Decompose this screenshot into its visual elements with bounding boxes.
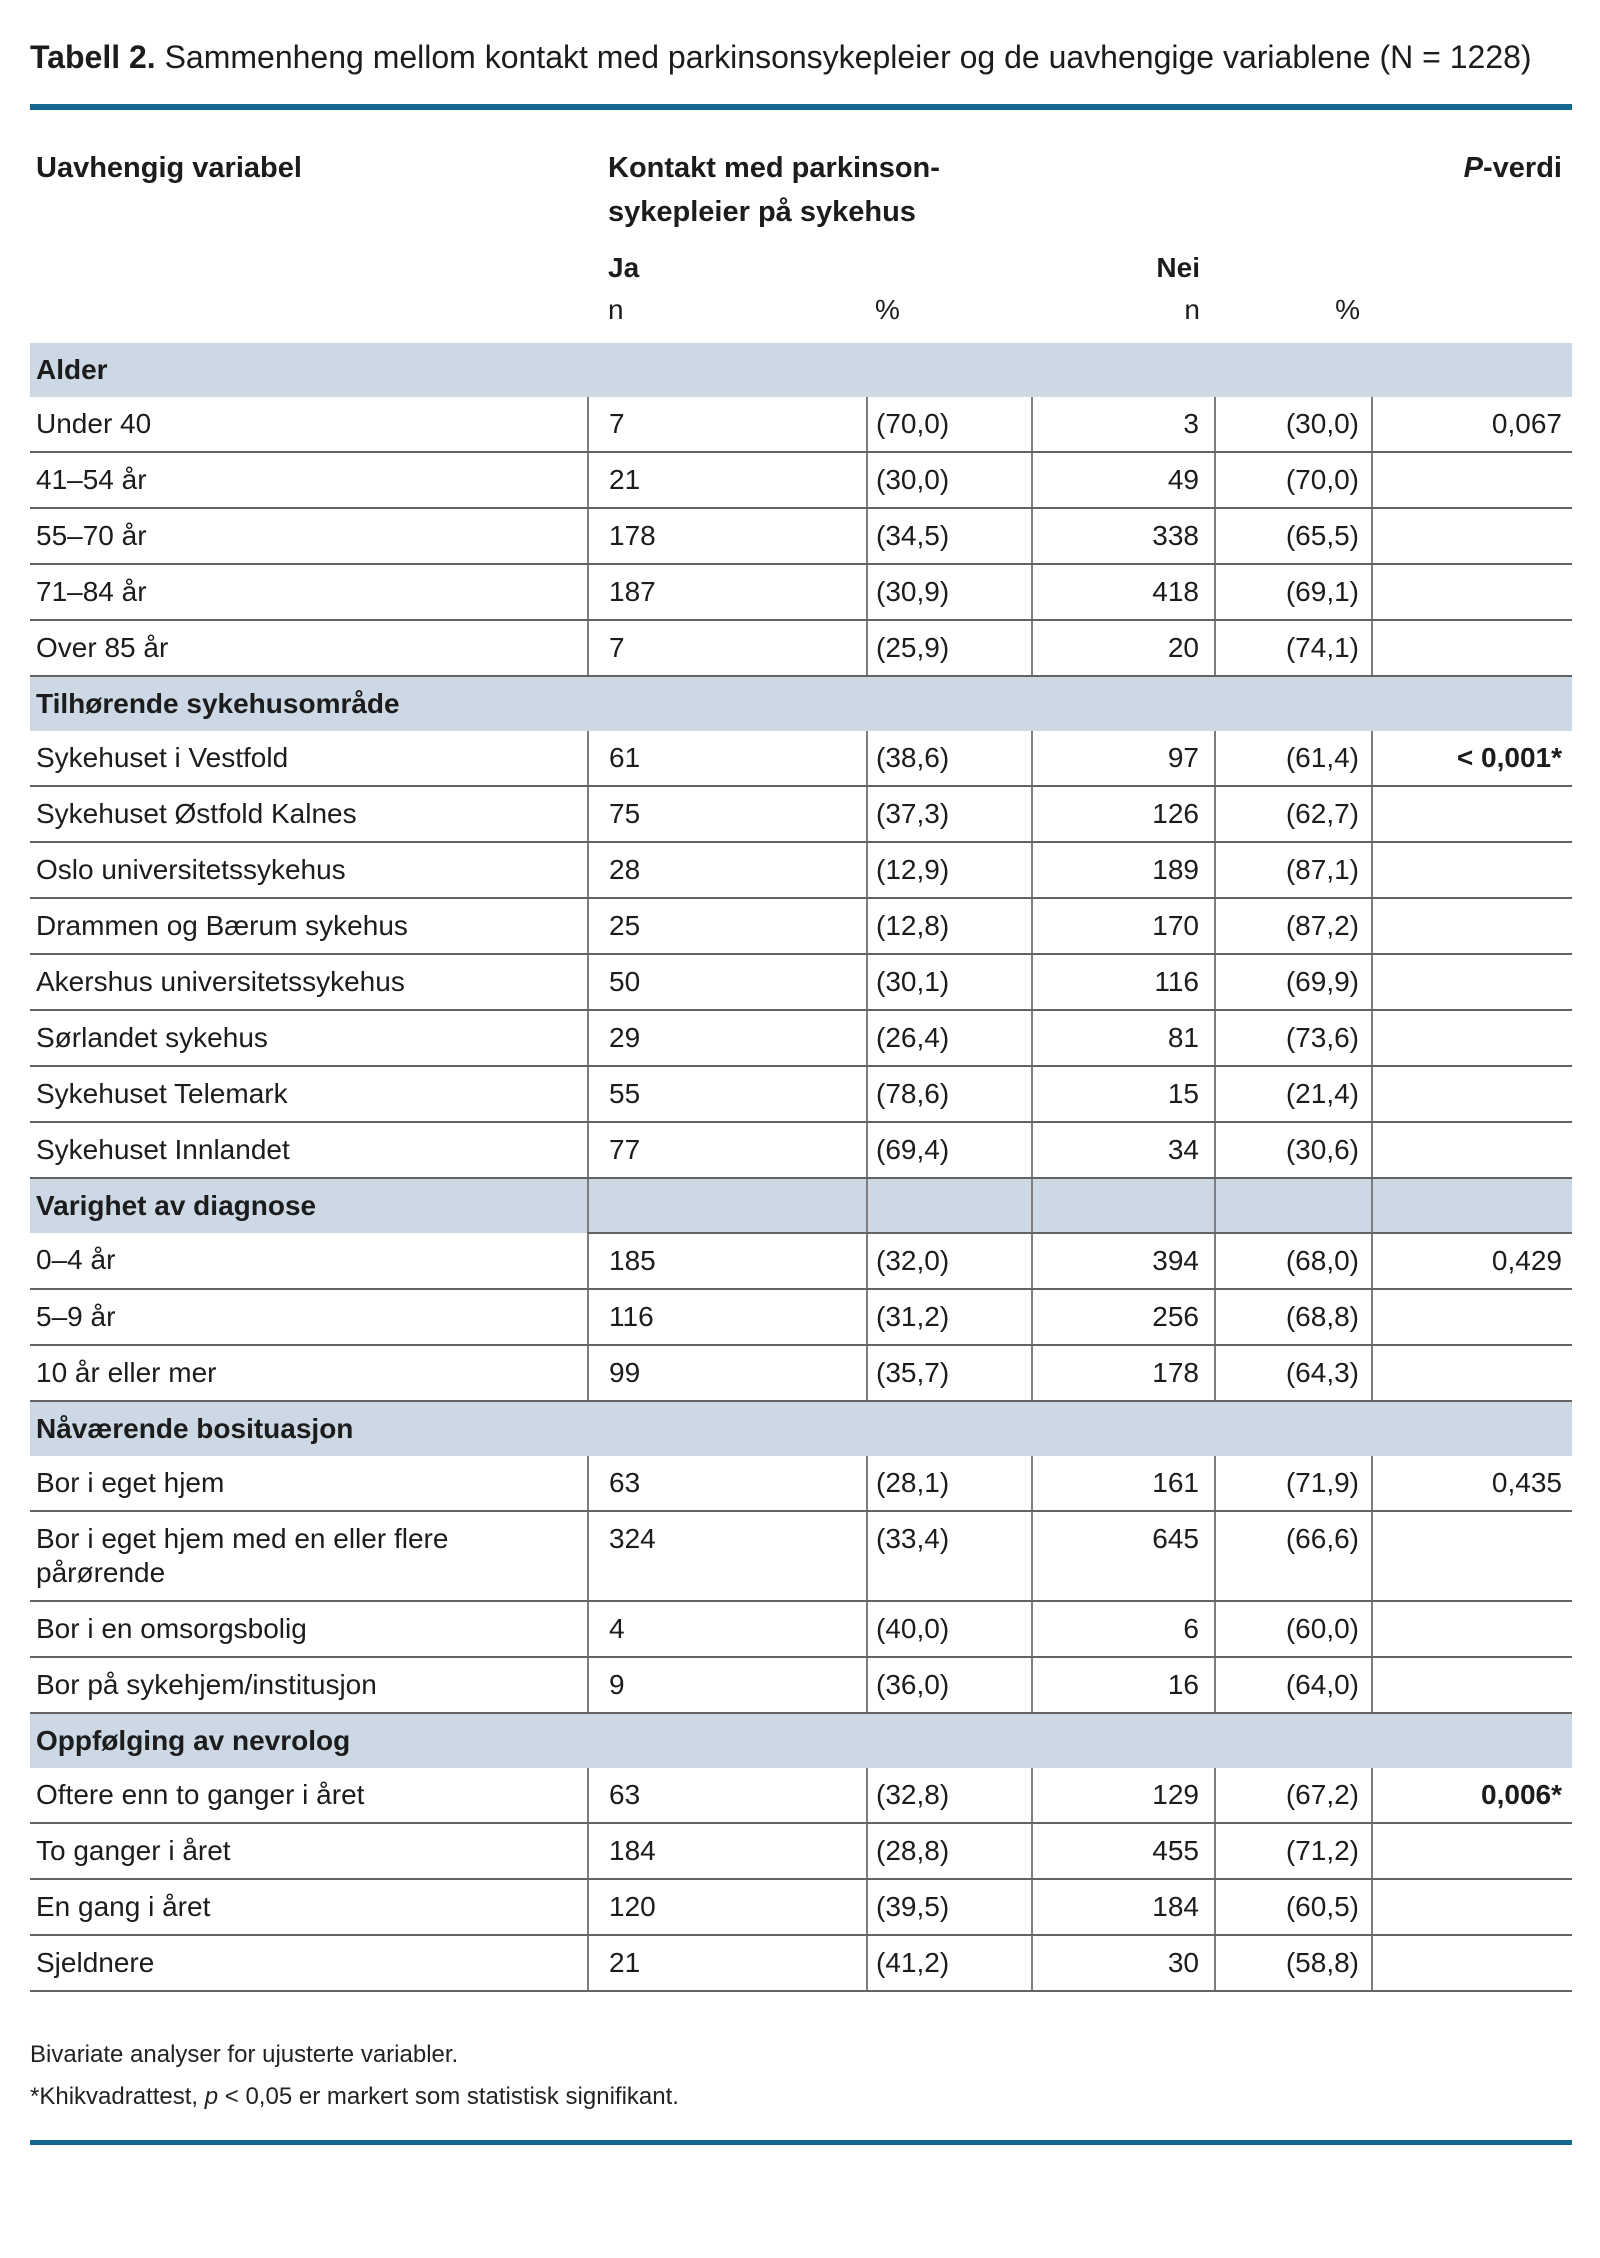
section-empty-cell xyxy=(1032,343,1215,397)
contact-group-line1: Kontakt med parkinson- xyxy=(608,152,940,184)
section-empty-cell xyxy=(1372,1178,1572,1233)
ja-pct-cell: (25,9) xyxy=(867,620,1032,676)
section-empty-cell xyxy=(1215,1178,1372,1233)
col-header-nei-pct: % xyxy=(1335,294,1360,325)
nei-pct-cell: (65,5) xyxy=(1215,508,1372,564)
nei-n-cell: 338 xyxy=(1032,508,1215,564)
ja-pct-cell: (33,4) xyxy=(867,1511,1032,1601)
p-value-cell xyxy=(1372,1935,1572,1991)
table-row xyxy=(30,898,1572,954)
p-value-cell xyxy=(1372,786,1572,842)
ja-pct-cell: (32,8) xyxy=(867,1768,1032,1823)
nei-pct-cell: (68,8) xyxy=(1215,1289,1372,1345)
ja-n-cell: 116 xyxy=(588,1289,867,1345)
table-row xyxy=(30,1456,1572,1511)
nei-pct-cell: (21,4) xyxy=(1215,1066,1372,1122)
footnote-line2 xyxy=(30,2076,1572,2118)
row-label-cell: Bor i eget hjem xyxy=(30,1456,588,1511)
col-header-p-value xyxy=(1372,110,1572,235)
p-value-cell xyxy=(1372,1010,1572,1066)
section-empty-cell xyxy=(867,1713,1032,1768)
row-label-cell: Bor på sykehjem/institusjon xyxy=(30,1657,588,1713)
section-empty-cell xyxy=(1215,1401,1372,1456)
nei-n-cell: 3 xyxy=(1032,397,1215,452)
p-value-cell xyxy=(1372,1879,1572,1935)
nei-pct-cell: (64,3) xyxy=(1215,1345,1372,1401)
ja-n-cell: 120 xyxy=(588,1879,867,1935)
section-empty-cell xyxy=(1215,1713,1372,1768)
section-label: Varighet av diagnose xyxy=(30,1178,588,1233)
nei-pct-cell: (61,4) xyxy=(1215,731,1372,786)
header-row-n-pct xyxy=(30,289,1572,343)
ja-n-cell: 99 xyxy=(588,1345,867,1401)
row-label-cell: Over 85 år xyxy=(30,620,588,676)
p-value-cell: 0,429 xyxy=(1372,1233,1572,1289)
ja-n-cell: 185 xyxy=(588,1233,867,1289)
nei-n-cell: 189 xyxy=(1032,842,1215,898)
p-value-cell: 0,006* xyxy=(1372,1768,1572,1823)
table-row xyxy=(30,1066,1572,1122)
nei-n-cell: 129 xyxy=(1032,1768,1215,1823)
ja-pct-cell: (32,0) xyxy=(867,1233,1032,1289)
row-label-cell: Under 40 xyxy=(30,397,588,452)
nei-pct-cell: (67,2) xyxy=(1215,1768,1372,1823)
row-label-cell: To ganger i året xyxy=(30,1823,588,1879)
ja-pct-cell: (37,3) xyxy=(867,786,1032,842)
col-header-yes: Ja xyxy=(608,252,640,283)
table-head xyxy=(30,110,1572,343)
nei-n-cell: 161 xyxy=(1032,1456,1215,1511)
table-row xyxy=(30,508,1572,564)
header-empty-cell xyxy=(30,289,588,343)
row-label-cell: Sykehuset Innlandet xyxy=(30,1122,588,1178)
section-empty-cell xyxy=(867,676,1032,731)
header-empty-cell xyxy=(1215,235,1372,289)
header-empty-cell xyxy=(1372,235,1572,289)
footnote-line2-pre: *Khikvadrattest, xyxy=(30,2083,205,2110)
nei-n-cell: 34 xyxy=(1032,1122,1215,1178)
table-caption xyxy=(30,36,1572,78)
table-row xyxy=(30,564,1572,620)
ja-n-cell: 324 xyxy=(588,1511,867,1601)
section-empty-cell xyxy=(1032,676,1215,731)
ja-n-cell: 29 xyxy=(588,1010,867,1066)
nei-n-cell: 184 xyxy=(1032,1879,1215,1935)
ja-pct-cell: (12,9) xyxy=(867,842,1032,898)
table-row xyxy=(30,1289,1572,1345)
row-label-cell: Oslo universitetssykehus xyxy=(30,842,588,898)
page xyxy=(0,36,1600,2145)
nei-n-cell: 15 xyxy=(1032,1066,1215,1122)
table-row xyxy=(30,842,1572,898)
ja-pct-cell: (30,9) xyxy=(867,564,1032,620)
col-header-nei-n: n xyxy=(1184,294,1200,325)
nei-n-cell: 394 xyxy=(1032,1233,1215,1289)
ja-n-cell: 7 xyxy=(588,620,867,676)
table-row xyxy=(30,452,1572,508)
footnote-line2-italic-p: p xyxy=(204,2083,219,2110)
row-label-cell: 71–84 år xyxy=(30,564,588,620)
ja-n-cell: 187 xyxy=(588,564,867,620)
row-label-cell: 55–70 år xyxy=(30,508,588,564)
section-label: Nåværende bosituasjon xyxy=(30,1401,588,1456)
section-empty-cell xyxy=(588,1178,867,1233)
section-row xyxy=(30,676,1572,731)
ja-n-cell: 21 xyxy=(588,452,867,508)
nei-pct-cell: (69,1) xyxy=(1215,564,1372,620)
section-empty-cell xyxy=(1372,1713,1572,1768)
nei-pct-cell: (71,9) xyxy=(1215,1456,1372,1511)
footnote-line2-post: < 0,05 er markert som statistisk signifikant. xyxy=(218,2083,679,2110)
footnote-line1: Bivariate analyser for ujusterte variabler. xyxy=(30,2041,459,2068)
header-row-yes-no xyxy=(30,235,1572,289)
nei-n-cell: 170 xyxy=(1032,898,1215,954)
p-value-cell xyxy=(1372,1601,1572,1657)
ja-n-cell: 4 xyxy=(588,1601,867,1657)
ja-n-cell: 28 xyxy=(588,842,867,898)
section-empty-cell xyxy=(1372,343,1572,397)
nei-pct-cell: (58,8) xyxy=(1215,1935,1372,1991)
header-row-main xyxy=(30,110,1572,235)
table-row xyxy=(30,620,1572,676)
header-empty-cell xyxy=(30,235,588,289)
statistics-table xyxy=(30,110,1572,1992)
contact-group-line2: sykepleier på sykehus xyxy=(608,196,916,228)
p-rest: -verdi xyxy=(1483,152,1562,184)
p-value-cell: < 0,001* xyxy=(1372,731,1572,786)
row-label-cell: Sykehuset Telemark xyxy=(30,1066,588,1122)
nei-pct-cell: (60,0) xyxy=(1215,1601,1372,1657)
col-header-independent-variable: Uavhengig variabel xyxy=(36,152,302,184)
footnotes xyxy=(30,2034,1572,2118)
ja-pct-cell: (30,1) xyxy=(867,954,1032,1010)
section-empty-cell xyxy=(1032,1401,1215,1456)
table-caption-number: Tabell 2. xyxy=(30,39,156,75)
table-row xyxy=(30,731,1572,786)
p-value-cell xyxy=(1372,564,1572,620)
table-body xyxy=(30,343,1572,1991)
section-label: Oppfølging av nevrolog xyxy=(30,1713,588,1768)
nei-pct-cell: (60,5) xyxy=(1215,1879,1372,1935)
table-row xyxy=(30,1511,1572,1601)
p-value-cell xyxy=(1372,1289,1572,1345)
ja-n-cell: 184 xyxy=(588,1823,867,1879)
header-empty-cell xyxy=(867,235,1032,289)
nei-n-cell: 455 xyxy=(1032,1823,1215,1879)
nei-n-cell: 126 xyxy=(1032,786,1215,842)
nei-pct-cell: (69,9) xyxy=(1215,954,1372,1010)
p-value-cell xyxy=(1372,1122,1572,1178)
ja-pct-cell: (78,6) xyxy=(867,1066,1032,1122)
nei-n-cell: 178 xyxy=(1032,1345,1215,1401)
section-empty-cell xyxy=(588,1713,867,1768)
header-spacer xyxy=(1032,110,1372,235)
ja-pct-cell: (41,2) xyxy=(867,1935,1032,1991)
nei-n-cell: 116 xyxy=(1032,954,1215,1010)
ja-pct-cell: (69,4) xyxy=(867,1122,1032,1178)
section-empty-cell xyxy=(867,343,1032,397)
ja-pct-cell: (40,0) xyxy=(867,1601,1032,1657)
ja-n-cell: 77 xyxy=(588,1122,867,1178)
p-value-cell xyxy=(1372,452,1572,508)
p-value-cell xyxy=(1372,620,1572,676)
p-value-cell xyxy=(1372,1345,1572,1401)
ja-pct-cell: (30,0) xyxy=(867,452,1032,508)
section-empty-cell xyxy=(1032,1713,1215,1768)
table-row xyxy=(30,1010,1572,1066)
section-empty-cell xyxy=(1032,1178,1215,1233)
nei-pct-cell: (66,6) xyxy=(1215,1511,1372,1601)
ja-pct-cell: (70,0) xyxy=(867,397,1032,452)
section-row xyxy=(30,1401,1572,1456)
p-value-cell xyxy=(1372,1823,1572,1879)
table-caption-text: Sammenheng mellom kontakt med parkinsonsykepleier og de uavhengige variablene (N = 1228) xyxy=(164,39,1532,75)
ja-pct-cell: (26,4) xyxy=(867,1010,1032,1066)
nei-n-cell: 20 xyxy=(1032,620,1215,676)
row-label-cell: 10 år eller mer xyxy=(30,1345,588,1401)
section-empty-cell xyxy=(867,1178,1032,1233)
row-label-cell: 0–4 år xyxy=(30,1233,588,1289)
ja-n-cell: 63 xyxy=(588,1456,867,1511)
row-label-cell: Sjeldnere xyxy=(30,1935,588,1991)
p-value-cell xyxy=(1372,898,1572,954)
nei-pct-cell: (30,6) xyxy=(1215,1122,1372,1178)
ja-pct-cell: (12,8) xyxy=(867,898,1032,954)
nei-pct-cell: (68,0) xyxy=(1215,1233,1372,1289)
ja-pct-cell: (31,2) xyxy=(867,1289,1032,1345)
header-empty-cell xyxy=(1372,289,1572,343)
table-row xyxy=(30,1657,1572,1713)
table-row xyxy=(30,1601,1572,1657)
ja-n-cell: 9 xyxy=(588,1657,867,1713)
ja-n-cell: 55 xyxy=(588,1066,867,1122)
ja-pct-cell: (34,5) xyxy=(867,508,1032,564)
ja-n-cell: 75 xyxy=(588,786,867,842)
nei-pct-cell: (74,1) xyxy=(1215,620,1372,676)
ja-n-cell: 7 xyxy=(588,397,867,452)
row-label-cell: Bor i en omsorgsbolig xyxy=(30,1601,588,1657)
col-header-no: Nei xyxy=(1156,252,1200,283)
nei-pct-cell: (71,2) xyxy=(1215,1823,1372,1879)
section-row xyxy=(30,343,1572,397)
section-empty-cell xyxy=(588,1401,867,1456)
table-row xyxy=(30,1879,1572,1935)
nei-pct-cell: (62,7) xyxy=(1215,786,1372,842)
p-value-cell xyxy=(1372,508,1572,564)
p-value-cell xyxy=(1372,1066,1572,1122)
p-value-cell xyxy=(1372,1657,1572,1713)
p-value-cell xyxy=(1372,954,1572,1010)
p-value-cell: 0,435 xyxy=(1372,1456,1572,1511)
nei-pct-cell: (64,0) xyxy=(1215,1657,1372,1713)
ja-pct-cell: (35,7) xyxy=(867,1345,1032,1401)
nei-pct-cell: (30,0) xyxy=(1215,397,1372,452)
ja-pct-cell: (36,0) xyxy=(867,1657,1032,1713)
ja-n-cell: 50 xyxy=(588,954,867,1010)
table-row xyxy=(30,954,1572,1010)
section-row xyxy=(30,1713,1572,1768)
ja-n-cell: 61 xyxy=(588,731,867,786)
table-row xyxy=(30,1768,1572,1823)
ja-pct-cell: (39,5) xyxy=(867,1879,1032,1935)
p-italic: P xyxy=(1463,152,1484,184)
table-row xyxy=(30,786,1572,842)
table-row xyxy=(30,397,1572,452)
ja-pct-cell: (28,8) xyxy=(867,1823,1032,1879)
ja-n-cell: 63 xyxy=(588,1768,867,1823)
row-label-cell: Bor i eget hjem med en eller flere pårørende xyxy=(30,1511,588,1601)
row-label-cell: Drammen og Bærum sykehus xyxy=(30,898,588,954)
section-empty-cell xyxy=(867,1401,1032,1456)
section-label: Tilhørende sykehusområde xyxy=(30,676,588,731)
row-label-cell: 5–9 år xyxy=(30,1289,588,1345)
p-value-cell xyxy=(1372,842,1572,898)
nei-n-cell: 256 xyxy=(1032,1289,1215,1345)
section-label: Alder xyxy=(30,343,588,397)
section-empty-cell xyxy=(1215,343,1372,397)
section-empty-cell xyxy=(1372,1401,1572,1456)
nei-n-cell: 6 xyxy=(1032,1601,1215,1657)
bottom-accent-rule xyxy=(30,2140,1572,2145)
col-header-ja-pct: % xyxy=(875,294,900,325)
nei-n-cell: 81 xyxy=(1032,1010,1215,1066)
nei-pct-cell: (73,6) xyxy=(1215,1010,1372,1066)
ja-pct-cell: (28,1) xyxy=(867,1456,1032,1511)
nei-n-cell: 418 xyxy=(1032,564,1215,620)
row-label-cell: 41–54 år xyxy=(30,452,588,508)
row-label-cell: Sykehuset i Vestfold xyxy=(30,731,588,786)
nei-n-cell: 16 xyxy=(1032,1657,1215,1713)
nei-n-cell: 645 xyxy=(1032,1511,1215,1601)
ja-pct-cell: (38,6) xyxy=(867,731,1032,786)
row-label-cell: Akershus universitetssykehus xyxy=(30,954,588,1010)
row-label-cell: En gang i året xyxy=(30,1879,588,1935)
col-header-ja-n: n xyxy=(608,294,624,325)
row-label-cell: Sørlandet sykehus xyxy=(30,1010,588,1066)
section-empty-cell xyxy=(1372,676,1572,731)
section-empty-cell xyxy=(588,676,867,731)
row-label-cell: Oftere enn to ganger i året xyxy=(30,1768,588,1823)
nei-pct-cell: (70,0) xyxy=(1215,452,1372,508)
section-empty-cell xyxy=(1215,676,1372,731)
section-empty-cell xyxy=(588,343,867,397)
ja-n-cell: 178 xyxy=(588,508,867,564)
table-row xyxy=(30,1233,1572,1289)
ja-n-cell: 21 xyxy=(588,1935,867,1991)
section-row xyxy=(30,1178,1572,1233)
row-label-cell: Sykehuset Østfold Kalnes xyxy=(30,786,588,842)
nei-n-cell: 49 xyxy=(1032,452,1215,508)
table-row xyxy=(30,1935,1572,1991)
p-value-cell xyxy=(1372,1511,1572,1601)
p-value-cell: 0,067 xyxy=(1372,397,1572,452)
nei-pct-cell: (87,2) xyxy=(1215,898,1372,954)
nei-n-cell: 30 xyxy=(1032,1935,1215,1991)
nei-pct-cell: (87,1) xyxy=(1215,842,1372,898)
ja-n-cell: 25 xyxy=(588,898,867,954)
nei-n-cell: 97 xyxy=(1032,731,1215,786)
table-row xyxy=(30,1345,1572,1401)
table-row xyxy=(30,1122,1572,1178)
col-header-contact-group xyxy=(588,110,1032,235)
table-row xyxy=(30,1823,1572,1879)
